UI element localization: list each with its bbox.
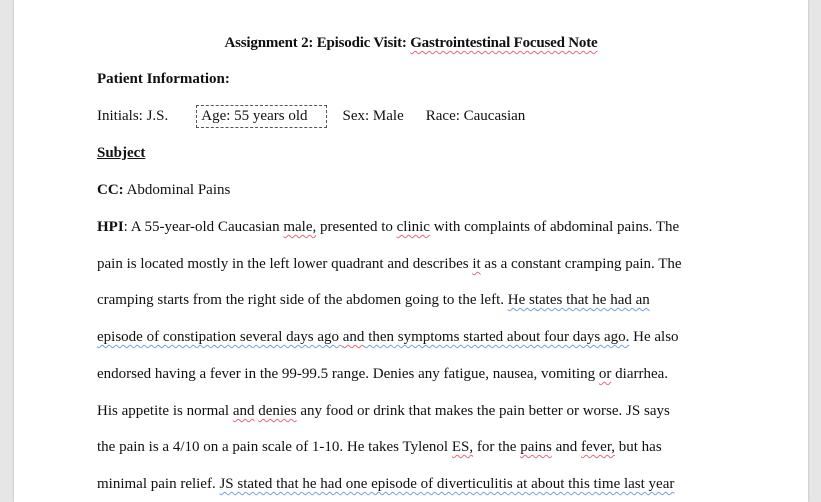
grammar-flag[interactable]: He states that he had an [507, 292, 650, 308]
patient-info-heading: Patient Information: [97, 71, 230, 87]
spelling-flag[interactable]: or [598, 366, 612, 382]
hpi-line-8 [97, 475, 674, 493]
hpi-line-7 [97, 438, 662, 456]
cc-label: CC: [97, 182, 124, 198]
cc-value: Abdominal Pains [123, 182, 231, 198]
hpi-text: for the [473, 439, 521, 455]
spelling-flag[interactable]: clinic [396, 219, 430, 235]
spelling-flag[interactable]: pains [520, 439, 552, 455]
title-underlined: Gastrointestinal Focused Note [410, 35, 598, 51]
hpi-label: HPI [97, 219, 124, 235]
hpi-line-6 [97, 402, 670, 420]
spelling-flag[interactable]: and [342, 329, 365, 345]
initials-text: Initials: J.S. [97, 108, 169, 124]
hpi-line-3 [97, 291, 650, 309]
spelling-flag[interactable]: ES, [451, 439, 474, 455]
spelling-flag[interactable]: and [232, 403, 255, 419]
hpi-text: pain is located mostly in the left lower quadrant and describes [97, 256, 473, 272]
hpi-text: with complaints of abdominal pains. The [429, 219, 680, 235]
document-title [14, 34, 808, 52]
hpi-text: cramping starts from the right side of the abdomen going to the left. [97, 292, 508, 308]
race-text: Race: Caucasian [425, 108, 526, 124]
patient-demographics-line [97, 105, 525, 128]
spelling-flag[interactable]: fever, [581, 439, 615, 455]
grammar-flag[interactable]: episode of constipation several days ago [97, 329, 343, 345]
hpi-line-5 [97, 365, 668, 383]
hpi-text: He also [629, 329, 679, 345]
title-prefix: Assignment 2: Episodic Visit: [224, 35, 411, 51]
document-page [14, 0, 808, 502]
hpi-text: diarrhea. [611, 366, 669, 382]
age-field[interactable]: Age: 55 years old [196, 105, 326, 128]
hpi-text: His appetite is normal [97, 403, 233, 419]
spelling-flag[interactable]: male, [283, 219, 317, 235]
hpi-text: minimal pain relief. [97, 476, 220, 492]
spelling-flag[interactable]: it [472, 256, 481, 272]
hpi-text: any food or drink that makes the pain better or worse. JS says [296, 403, 670, 419]
sex-text: Sex: Male [342, 108, 404, 124]
hpi-line-4 [97, 328, 679, 346]
hpi-text: as a constant cramping pain. The [480, 256, 682, 272]
hpi-line-1 [97, 218, 679, 236]
cc-line [97, 181, 230, 199]
hpi-line-2 [97, 255, 682, 273]
grammar-flag[interactable]: then symptoms started about four days ago. [364, 329, 630, 345]
hpi-text: and [551, 439, 582, 455]
hpi-text: : A 55-year-old Caucasian [123, 219, 284, 235]
hpi-text: the pain is a 4/10 on a pain scale of 1-10. He takes Tylenol [97, 439, 452, 455]
grammar-flag[interactable]: JS stated that he had one episode of diverticulitis at about this time last year [219, 476, 675, 492]
spelling-flag[interactable]: denies [258, 403, 297, 419]
hpi-text: but has [615, 439, 662, 455]
subject-heading: Subject [97, 145, 146, 161]
hpi-text: endorsed having a fever in the 99-99.5 range. Denies any fatigue, nausea, vomiting [97, 366, 599, 382]
hpi-text: presented to [316, 219, 397, 235]
